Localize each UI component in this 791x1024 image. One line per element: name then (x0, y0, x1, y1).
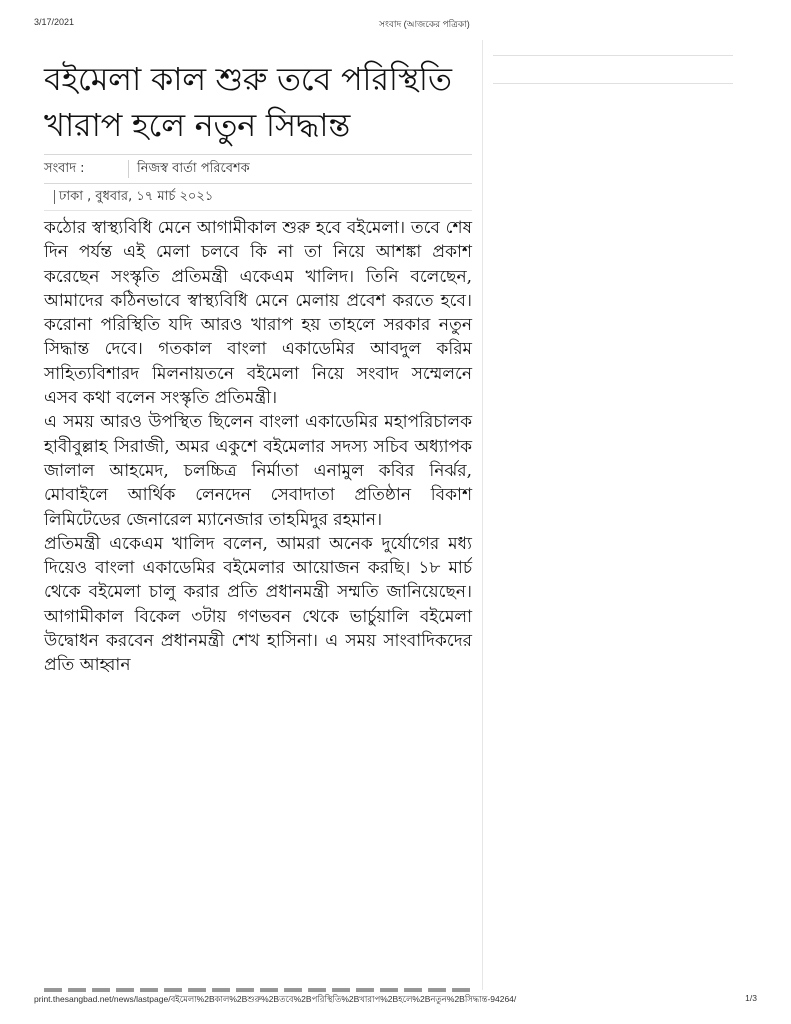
article-headline: বইমেলা কাল শুরু তবে পরিস্থিতি খারাপ হলে নতুন সিদ্ধান্ত (44, 60, 452, 144)
dateline-bar (54, 190, 55, 204)
column-divider (482, 40, 483, 990)
article-paragraph: প্রতিমন্ত্রী একেএম খালিদ বলেন, আমরা অনেক দুর্যোগের মধ্য দিয়েও বাংলা একাডেমির বইমেলার আয়োজন করছি। ১৮ মার্চ থেকে বইমেলা চালু করার প্রতি প্রধানমন্ত্রী সম্মতি জানিয়েছেন। আগামীকাল বিকেল ৩টায় গণভবন থেকে ভার্চুয়ালি বইমেলা উদ্বোধন করবেন প্রধানমন্ত্রী শেখ হাসিনা। এ সময় সাংবাদিকদের প্রতি আহ্বান (44, 533, 472, 676)
print-header (34, 17, 757, 31)
article-paragraph: কঠোর স্বাস্থ্যবিধি মেনে আগামীকাল শুরু হবে বইমেলা। তবে শেষ দিন পর্যন্ত এই মেলা চলবে কি না তা নিয়ে আশঙ্কা প্রকাশ করেছেন সংস্কৃতি প্রতিমন্ত্রী একেএম খালিদ। তিনি বলেছেন, আমাদের কঠিনভাবে স্বাস্থ্যবিধি মেনে মেলায় প্রবেশ করতে হবে। করোনা পরিস্থিতি যদি আরও খারাপ হয় তাহলে সরকার নতুন সিদ্ধান্ত দেবে। গতকাল বাংলা একাডেমির আবদুল করিম সাহিত্যবিশারদ মিলনায়তনে বইমেলা নিয়ে সংবাদ সম্মেলনে এসব কথা বলেন সংস্কৃতি প্রতিমন্ত্রী। (44, 218, 472, 409)
print-footer (34, 993, 757, 1007)
print-url: print.thesangbad.net/news/lastpage/বইমেলা%2Bকাল%2Bশুরু%2Bতবে%2Bপরিস্থিতি%2Bখারাপ%2Bহলে%2Bনতুন%2Bসিদ্ধান্ত-94264/ (34, 994, 517, 1004)
byline (44, 154, 472, 184)
page-number: 1/3 (745, 993, 757, 1003)
print-date: 3/17/2021 (34, 17, 75, 27)
article-paragraph: এ সময় আরও উপস্থিত ছিলেন বাংলা একাডেমির মহাপরিচালক হাবীবুল্লাহ সিরাজী, অমর একুশে বইমেলার সদস্য সচিব অধ্যাপক জালাল আহমেদ, চলচ্চিত্র নির্মাতা এনামুল কবির নির্ঝর, মোবাইলে আর্থিক লেনদেন সেবাদাতা প্রতিষ্ঠান বিকাশ লিমিটেডের জেনারেল ম্যানেজার তাহমিদুর রহমান। (44, 412, 472, 530)
byline-separator (128, 160, 129, 178)
byline-source-label: সংবাদ : (44, 160, 85, 176)
sidebar-divider (493, 55, 733, 56)
cut-off-text-line (44, 988, 472, 992)
print-page-title: সংবাদ (আজকের পত্রিকা) (379, 19, 470, 29)
dateline-text: ঢাকা , বুধবার, ১৭ মার্চ ২০২১ (59, 188, 214, 204)
sidebar-divider (493, 83, 733, 84)
dateline (44, 184, 472, 211)
article-body (44, 216, 472, 678)
byline-author: নিজস্ব বার্তা পরিবেশক (137, 160, 250, 176)
article (44, 50, 472, 678)
